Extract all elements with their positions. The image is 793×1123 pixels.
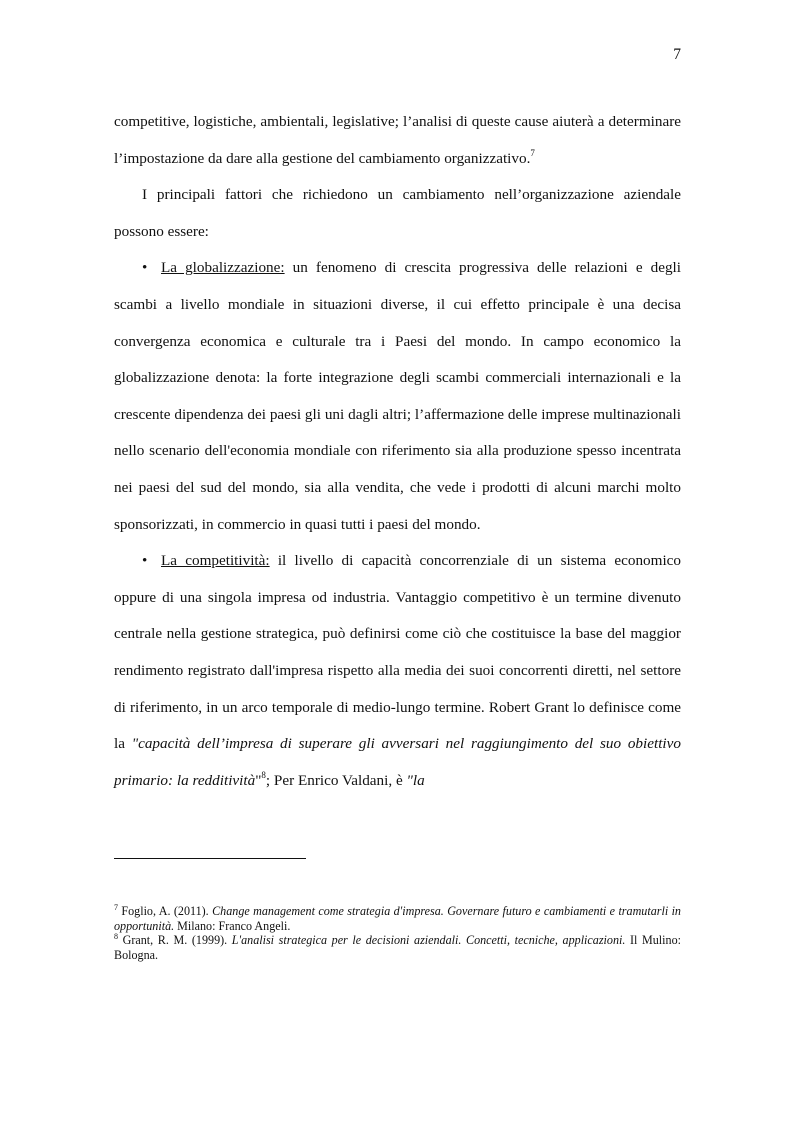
- paragraph-factors: I principali fattori che richiedono un cambiamento nell’organizzazione aziendale possono essere:: [114, 186, 681, 240]
- bullet-icon: •: [142, 259, 148, 277]
- footnote-publisher: Milano: Franco Angeli.: [174, 918, 291, 933]
- bullet-icon: •: [142, 552, 148, 570]
- footnote-author: Foglio, A. (2011).: [118, 904, 213, 918]
- item-text: il livello di capacità concorrenziale di un sistema economico oppure di una singola impresa od industria. Vantaggio competitivo è un termine divenuto centrale nella gestione strategica, può definirsi come ciò che costituisce la base del maggior rendimento registrato dall'impresa rispetto alla media dei suoi concorrenti diretti, nel settore di riferimento, in un arco temporale di medio-lungo termine. Robert Grant lo definisce come la: [114, 552, 682, 753]
- footnote-ref-7: 7: [530, 147, 535, 158]
- footnote-title: Change management come strategia d'impresa. Governare futuro e cambiamenti e tramutarli in opportunità.: [114, 904, 681, 933]
- paragraph-text: competitive, logistiche, ambientali, legislative; l’analisi di queste cause aiuterà a determinare l’impostazione da dare alla gestione del cambiamento organizzativo.: [114, 113, 681, 167]
- list-item-competitivita: [114, 543, 681, 799]
- footnote-separator: [114, 858, 306, 859]
- main-text: [114, 104, 681, 799]
- footnote-number: 8: [114, 932, 118, 942]
- valdani-quote: "la: [406, 771, 425, 789]
- footnote-ref-8: 8: [261, 769, 266, 780]
- quote-close: ": [255, 771, 262, 789]
- page-number: 7: [673, 46, 681, 63]
- footnote-publisher: Il Mulino: Bologna.: [114, 933, 681, 962]
- term-globalizzazione: La globalizzazione:: [161, 259, 285, 277]
- footnote-title: L'analisi strategica per le decisioni aziendali. Concetti, tecniche, applicazioni.: [231, 933, 626, 948]
- term-competitivita: La competitività:: [161, 552, 270, 570]
- list-item-globalizzazione: [114, 250, 681, 543]
- grant-quote: "capacità dell’impresa di superare gli avversari nel raggiungimento del suo obiettivo primario: la redditività: [114, 735, 681, 789]
- footnote-number: 7: [114, 903, 118, 912]
- footnotes: [114, 904, 681, 962]
- paragraph-intro: [114, 104, 681, 177]
- footnote-8: [114, 933, 681, 962]
- footnote-7: [114, 904, 681, 933]
- item-text-continued: ; Per Enrico Valdani, è: [265, 771, 407, 789]
- footnote-author: Grant, R. M. (1999).: [118, 933, 232, 948]
- item-text: un fenomeno di crescita progressiva delle relazioni e degli scambi a livello mondiale in situazioni diverse, il cui effetto principale è una decisa convergenza economica e culturale tra i Paesi del mondo. In campo economico la globalizzazione denota: la forte integrazione degli scambi commerciali internazionali e la crescente dipendenza dei paesi gli uni dagli altri; l’affermazione delle imprese multinazionali nello scenario dell'economia mondiale con riferimento sia alla produzione spesso incentrata nei paesi del sud del mondo, sia alla vendita, che vede i prodotti di alcuni marchi molto sponsorizzati, in commercio in quasi tutti i paesi del mondo.: [114, 259, 681, 533]
